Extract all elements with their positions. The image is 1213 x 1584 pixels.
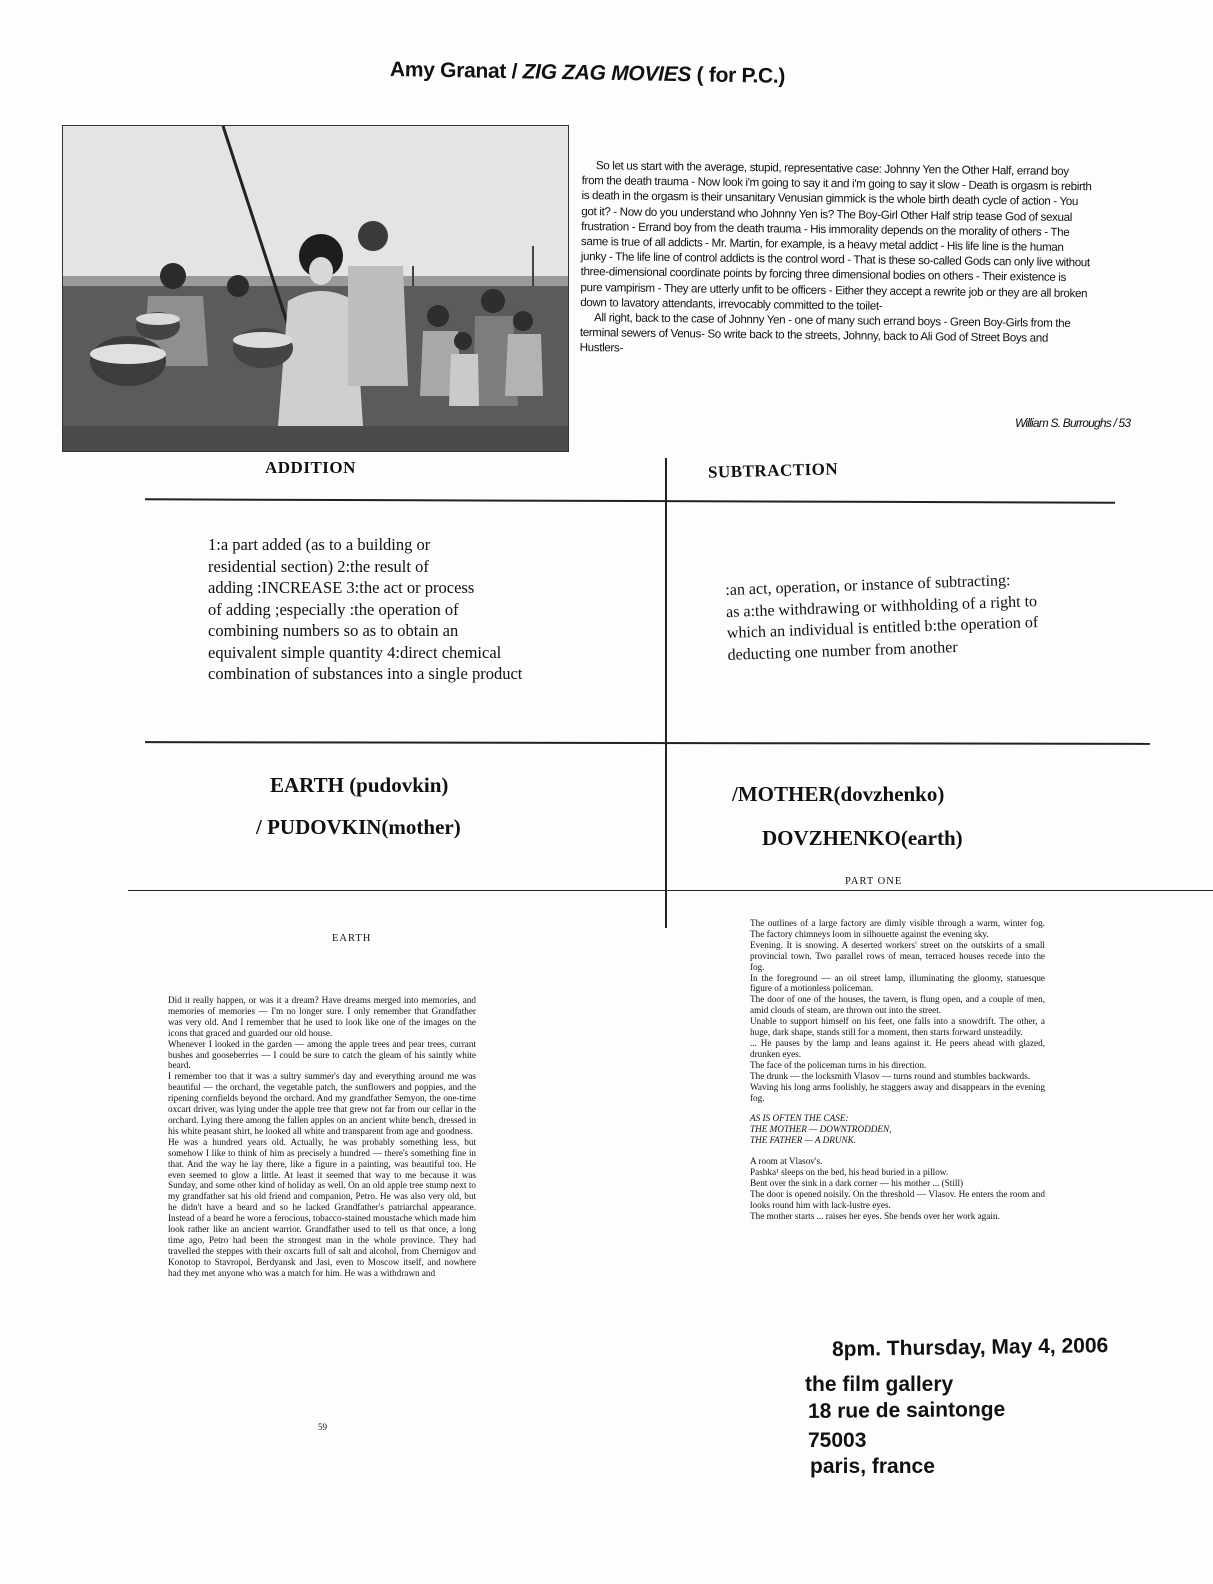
event-city: paris, france (810, 1455, 935, 1478)
excerpt-paragraph: I remember too that it was a sultry summer's day and everything around me was beautiful — the orchard, the vegetable patch, the sunflowers and poppies, and the ripening cornfields beyond the orchard. And my grandfather Semyon, the one-time oxcart driver, was lying under the apple tree that grew not far from our cellar in the orchard. Lying there among the fallen apples on an ancient white bench, dressed in his white peasant shirt, he looked all white and transparent from age and goodness. (168, 1071, 476, 1136)
event-venue: the film gallery (805, 1373, 954, 1396)
title-suffix: ( for P.C.) (690, 63, 786, 88)
mother-excerpt-heading: PART ONE (845, 876, 903, 887)
addition-definition (208, 534, 648, 685)
excerpt-paragraph: The outlines of a large factory are dimly visible through a warm, winter fog. The factory chimneys loom in silhouette against the evening sky. (750, 918, 1045, 939)
definition-line: combining numbers so as to obtain an (208, 621, 459, 640)
definition-line: equivalent simple quantity 4:direct chemical (208, 642, 502, 662)
italic-line: AS IS OFTEN THE CASE: (750, 1113, 849, 1124)
definition-line: as a:the withdrawing or withholding of a right to (725, 592, 1038, 621)
definition-line: of adding ;especially :the operation of (208, 599, 459, 619)
earth-excerpt-body (168, 995, 476, 1279)
page-title (390, 58, 786, 89)
divider-line (128, 890, 1213, 891)
excerpt-paragraph: In the foreground — an oil street lamp, illuminating the gloomy, statuesque figure of a motionless policeman. (750, 972, 1045, 994)
excerpt-paragraph: The door of one of the houses, the tavern, is flung open, and a couple of men, amid clouds of steam, are thrown out into the street. (750, 994, 1045, 1016)
italic-line: THE FATHER — A DRUNK. (750, 1135, 857, 1146)
excerpt-paragraph: The drunk — the locksmith Vlasov — turns round and stumbles backwards. (750, 1070, 1031, 1081)
mother-excerpt-body (750, 918, 1045, 1222)
divider-line (145, 741, 1150, 745)
excerpt-paragraph: ... He pauses by the lamp and leans against it. He peers ahead with glazed, drunken eyes. (750, 1037, 1045, 1059)
film-title-earth: EARTH (pudovkin) (270, 773, 449, 797)
definition-line: residential section) 2:the result of (208, 556, 429, 576)
italic-line: THE MOTHER — DOWNTRODDEN, (750, 1124, 892, 1135)
definition-line: :an act, operation, or instance of subtracting: (725, 572, 1011, 599)
excerpt-paragraph: Whenever I looked in the garden — among the apple trees and pear trees, currant bushes and gooseberries — I could be sure to catch the gleam of his saintly white beard. (168, 1038, 476, 1071)
excerpt-paragraph: Did it really happen, or was it a dream? Have dreams merged into memories, and memories of memories — I'm no longer sure. I only remember that Grandfather was very old. And I remember that he used to look like one of the images on the icons that graced and guarded our old house. (168, 995, 476, 1038)
definition-line: adding :INCREASE 3:the act or process (208, 578, 475, 597)
event-street: 18 rue de saintonge (807, 1397, 1006, 1423)
photo-marching-children (62, 125, 569, 452)
quote-paragraph: So let us start with the average, stupid, representative case: Johnny Yen the Other Half, errand boy from the death trauma - Now look i'm going to say it and i'm going to say it slow - Death is orgasm is rebirth is death in the orgasm is their unsanitary Venusian gimmick is the whole birth death cycle of action - You got it? - Now do you understand who Johnny Yen is? The Boy-Girl Other Half strip tease God of sexual frustration - Errand boy from the death trauma - His immorality depends on the morality of others - The same is true of all addicts - Mr. Martin, for example, is a heavy metal addict - His life line is the human junky - The life line of control addicts is the control word - That is these so-called Gods can only live without three-dimensional coordinate points by forcing three dimensional bodies on others - Their existence is pure vampirism - They are utterly unfit to be officers - Either they accept a rewrite job or they are all broken down to lavatory attendants, irrevocably committed to the toilet- (580, 159, 1092, 313)
quote-attribution: William S. Burroughs / 53 (1015, 416, 1131, 430)
photo-illustration (63, 126, 568, 451)
excerpt-paragraph: He was a hundred years old. Actually, he was probably something less, but somehow I like to think of him as precisely a hundred — there's something fine in that. And the way he lay there, like a figure in a painting, was beautiful too. He even seemed to glow a little. At least it seemed that way to me because it was Sunday, and some other kind of holiday as well. On an old apple tree stump next to my grandfather sat his old friend and companion, Petro. He was also very old, but he didn't have a beard and so he lacked Grandfather's patriarchal appearance. Instead of a beard he wore a ferocious, tobacco-stained moustache which made him look rather like an ancient warrior. Grandfather used to tell us that once, a long time ago, Petro had been the strongest man in the whole province. They had travelled the steppes with their oxcarts full of salt and alcohol, from Chernigov and Konotop to Stavropol, Berdyansk and Jasi, even to Moscow itself, and nowhere had they met anyone who was a match for him. He was a withdrawn and (168, 1136, 476, 1278)
excerpt-paragraph: Bent over the sink in a dark corner — his mother ... (Still) (750, 1177, 964, 1188)
vertical-divider (665, 458, 667, 928)
excerpt-paragraph: Unable to support himself on his feet, one falls into a snowdrift. The other, a huge, dark shape, stands still for a moment, then starts forward unsteadily. (750, 1016, 1045, 1038)
film-title-mother: /MOTHER(dovzhenko) (732, 782, 945, 806)
subtraction-definition (725, 565, 1158, 666)
event-postcode: 75003 (808, 1429, 867, 1452)
quote-paragraph: All right, back to the case of Johnny Yen - one of many such errand boys - Green Boy-Girls from the terminal sewers of Venus- So write back to the streets, Johnny, back to Ali God of Street Boys and Hustlers- (579, 311, 1071, 355)
excerpt-paragraph: The door is opened noisily. On the threshold — Vlasov. He enters the room and looks round him with lack-lustre eyes. (750, 1188, 1045, 1210)
film-title-dovzhenko: DOVZHENKO(earth) (762, 826, 963, 850)
definition-line: which an individual is entitled b:the operation of (726, 614, 1039, 642)
addition-heading: ADDITION (265, 458, 356, 477)
excerpt-paragraph: The mother starts ... raises her eyes. She bends over her work again. (750, 1210, 1000, 1221)
definition-line: combination of substances into a single product (208, 664, 523, 683)
page-number: 59 (318, 1422, 327, 1432)
definition-line: deducting one number from another (727, 638, 958, 664)
excerpt-paragraph: Evening. It is snowing. A deserted workers' street on the outskirts of a small provincial town. Two parallel rows of mean, terraced houses recede into the fog. (750, 939, 1045, 972)
title-author: Amy Granat / (389, 58, 523, 84)
excerpt-paragraph: Waving his long arms foolishly, he staggers away and disappears in the evening fog. (750, 1081, 1045, 1103)
title-film: ZIG ZAG MOVIES (522, 60, 692, 87)
earth-excerpt-heading: EARTH (332, 933, 372, 944)
event-datetime: 8pm. Thursday, May 4, 2006 (831, 1334, 1109, 1361)
excerpt-paragraph: Pashka¹ sleeps on the bed, his head buried in a pillow. (750, 1167, 949, 1178)
excerpt-paragraph: The face of the policeman turns in his direction. (750, 1059, 927, 1070)
divider-line (145, 498, 1115, 503)
excerpt-paragraph: A room at Vlasov's. (750, 1156, 823, 1167)
burroughs-quote (580, 158, 1092, 362)
film-title-pudovkin: / PUDOVKIN(mother) (256, 815, 461, 839)
definition-line: 1:a part added (as to a building or (208, 535, 431, 554)
subtraction-heading: SUBTRACTION (707, 459, 839, 482)
